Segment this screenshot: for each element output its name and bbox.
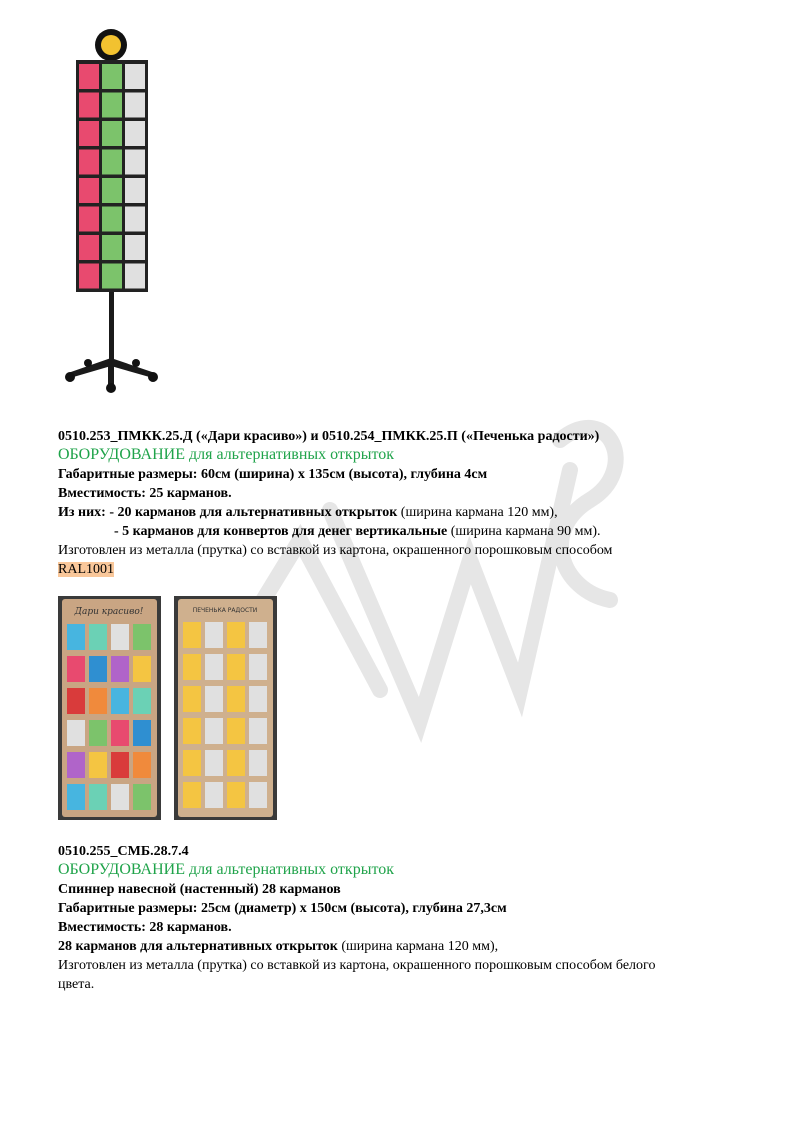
section2-pockets-rest: (ширина кармана 120 мм), xyxy=(337,939,499,954)
card-thumbnail xyxy=(111,656,129,682)
card-thumbnail xyxy=(227,686,245,712)
card-thumbnail xyxy=(79,93,99,118)
card-thumbnail xyxy=(79,235,99,260)
card-thumbnail xyxy=(125,235,145,260)
card-thumbnail xyxy=(67,624,85,650)
card-thumbnail xyxy=(183,622,201,648)
card-thumbnail xyxy=(133,752,151,778)
card-thumbnail xyxy=(102,150,122,175)
section2-title: 0510.255_СМБ.28.7.4 xyxy=(58,844,189,859)
of-them-label: Из них: xyxy=(58,505,106,520)
card-thumbnail xyxy=(133,784,151,810)
card-thumbnail xyxy=(125,207,145,232)
card-thumbnail xyxy=(125,264,145,289)
section1-made-of: Изготовлен из металла (прутка) со вставкой из картона, окрашенного порошковым способом xyxy=(58,543,613,558)
card-thumbnail xyxy=(133,688,151,714)
card-thumbnail xyxy=(183,782,201,808)
card-thumbnail xyxy=(89,784,107,810)
card-thumbnail xyxy=(67,784,85,810)
card-thumbnail xyxy=(102,121,122,146)
card-thumbnail xyxy=(249,750,267,776)
card-thumbnail xyxy=(227,654,245,680)
card-thumbnail xyxy=(125,150,145,175)
card-thumbnail xyxy=(183,718,201,744)
card-thumbnail xyxy=(79,178,99,203)
section2-capacity: Вместимость: 28 карманов. xyxy=(58,920,232,935)
card-thumbnail xyxy=(227,622,245,648)
card-thumbnail xyxy=(249,654,267,680)
card-thumbnail xyxy=(102,178,122,203)
floor-spinner-photo xyxy=(58,28,168,398)
card-thumbnail xyxy=(125,178,145,203)
card-thumbnail xyxy=(79,207,99,232)
card-thumbnail xyxy=(249,782,267,808)
card-thumbnail xyxy=(227,718,245,744)
card-thumbnail xyxy=(133,720,151,746)
section1-pockets-line2 xyxy=(114,522,601,541)
card-thumbnail xyxy=(102,93,122,118)
card-thumbnail xyxy=(205,686,223,712)
card-thumbnail xyxy=(227,782,245,808)
card-thumbnail xyxy=(102,264,122,289)
card-thumbnail xyxy=(89,720,107,746)
card-thumbnail xyxy=(102,207,122,232)
section1-title: 0510.253_ПМКК.25.Д («Дари красиво») и 0510.254_ПМКК.25.П («Печенька радости») xyxy=(58,429,600,444)
card-thumbnail xyxy=(249,718,267,744)
section1-dimensions: Габаритные размеры: 60см (ширина) х 135см (высота), глубина 4см xyxy=(58,467,488,482)
card-thumbnail xyxy=(79,64,99,89)
section1-pockets-line1 xyxy=(58,503,558,522)
card-thumbnail xyxy=(79,121,99,146)
stand-left-header: Дари красиво! xyxy=(74,607,144,617)
card-thumbnail xyxy=(67,752,85,778)
card-thumbnail xyxy=(111,752,129,778)
card-thumbnail xyxy=(67,720,85,746)
pockets-envelopes-rest: (ширина кармана 90 мм). xyxy=(447,524,601,539)
section2-made-of-line2: цвета. xyxy=(58,977,95,992)
section1-color-line xyxy=(58,560,114,579)
card-thumbnail xyxy=(249,622,267,648)
ral-color-code: RAL1001 xyxy=(58,562,114,577)
card-thumbnail xyxy=(205,718,223,744)
card-thumbnail xyxy=(205,782,223,808)
pockets-envelopes-bold: - 5 карманов для конвертов для денег вертикальные xyxy=(114,524,448,539)
card-thumbnail xyxy=(183,654,201,680)
card-thumbnail xyxy=(102,235,122,260)
pockets-cards-bold: - 20 карманов для альтернативных открыток xyxy=(105,505,398,520)
card-thumbnail xyxy=(125,64,145,89)
section2-pockets-bold: 28 карманов для альтернативных открыток xyxy=(58,939,338,954)
card-thumbnail xyxy=(125,121,145,146)
section1-capacity: Вместимость: 25 карманов. xyxy=(58,486,232,501)
card-thumbnail xyxy=(102,64,122,89)
card-thumbnail xyxy=(89,752,107,778)
card-thumbnail xyxy=(183,686,201,712)
card-thumbnail xyxy=(133,656,151,682)
card-thumbnail xyxy=(205,750,223,776)
card-thumbnail xyxy=(111,720,129,746)
card-thumbnail xyxy=(89,688,107,714)
stand-pechenka-radosti-photo xyxy=(174,596,277,820)
stand-dari-krasivo-photo xyxy=(58,596,161,820)
stand-right-header: ПЕЧЕНЬКА РАДОСТИ xyxy=(192,607,258,614)
card-thumbnail xyxy=(227,750,245,776)
pockets-cards-rest: (ширина кармана 120 мм), xyxy=(397,505,558,520)
card-thumbnail xyxy=(79,264,99,289)
card-thumbnail xyxy=(133,624,151,650)
card-thumbnail xyxy=(89,656,107,682)
section2-pockets xyxy=(58,937,498,956)
card-thumbnail xyxy=(79,150,99,175)
card-thumbnail xyxy=(111,624,129,650)
card-thumbnail xyxy=(67,656,85,682)
card-thumbnail xyxy=(183,750,201,776)
section2-type: Спиннер навесной (настенный) 28 карманов xyxy=(58,882,341,897)
card-thumbnail xyxy=(111,688,129,714)
card-thumbnail xyxy=(125,93,145,118)
card-thumbnail xyxy=(205,654,223,680)
card-thumbnail xyxy=(67,688,85,714)
section2-dimensions: Габаритные размеры: 25см (диаметр) х 150см (высота), глубина 27,3см xyxy=(58,901,507,916)
card-thumbnail xyxy=(89,624,107,650)
section2-category: ОБОРУДОВАНИЕ для альтернативных открыток xyxy=(58,861,394,878)
card-thumbnail xyxy=(111,784,129,810)
section1-category: ОБОРУДОВАНИЕ для альтернативных открыток xyxy=(58,446,394,463)
card-thumbnail xyxy=(205,622,223,648)
card-thumbnail xyxy=(249,686,267,712)
section2-made-of-line1: Изготовлен из металла (прутка) со вставкой из картона, окрашенного порошковым способом белого xyxy=(58,958,656,973)
